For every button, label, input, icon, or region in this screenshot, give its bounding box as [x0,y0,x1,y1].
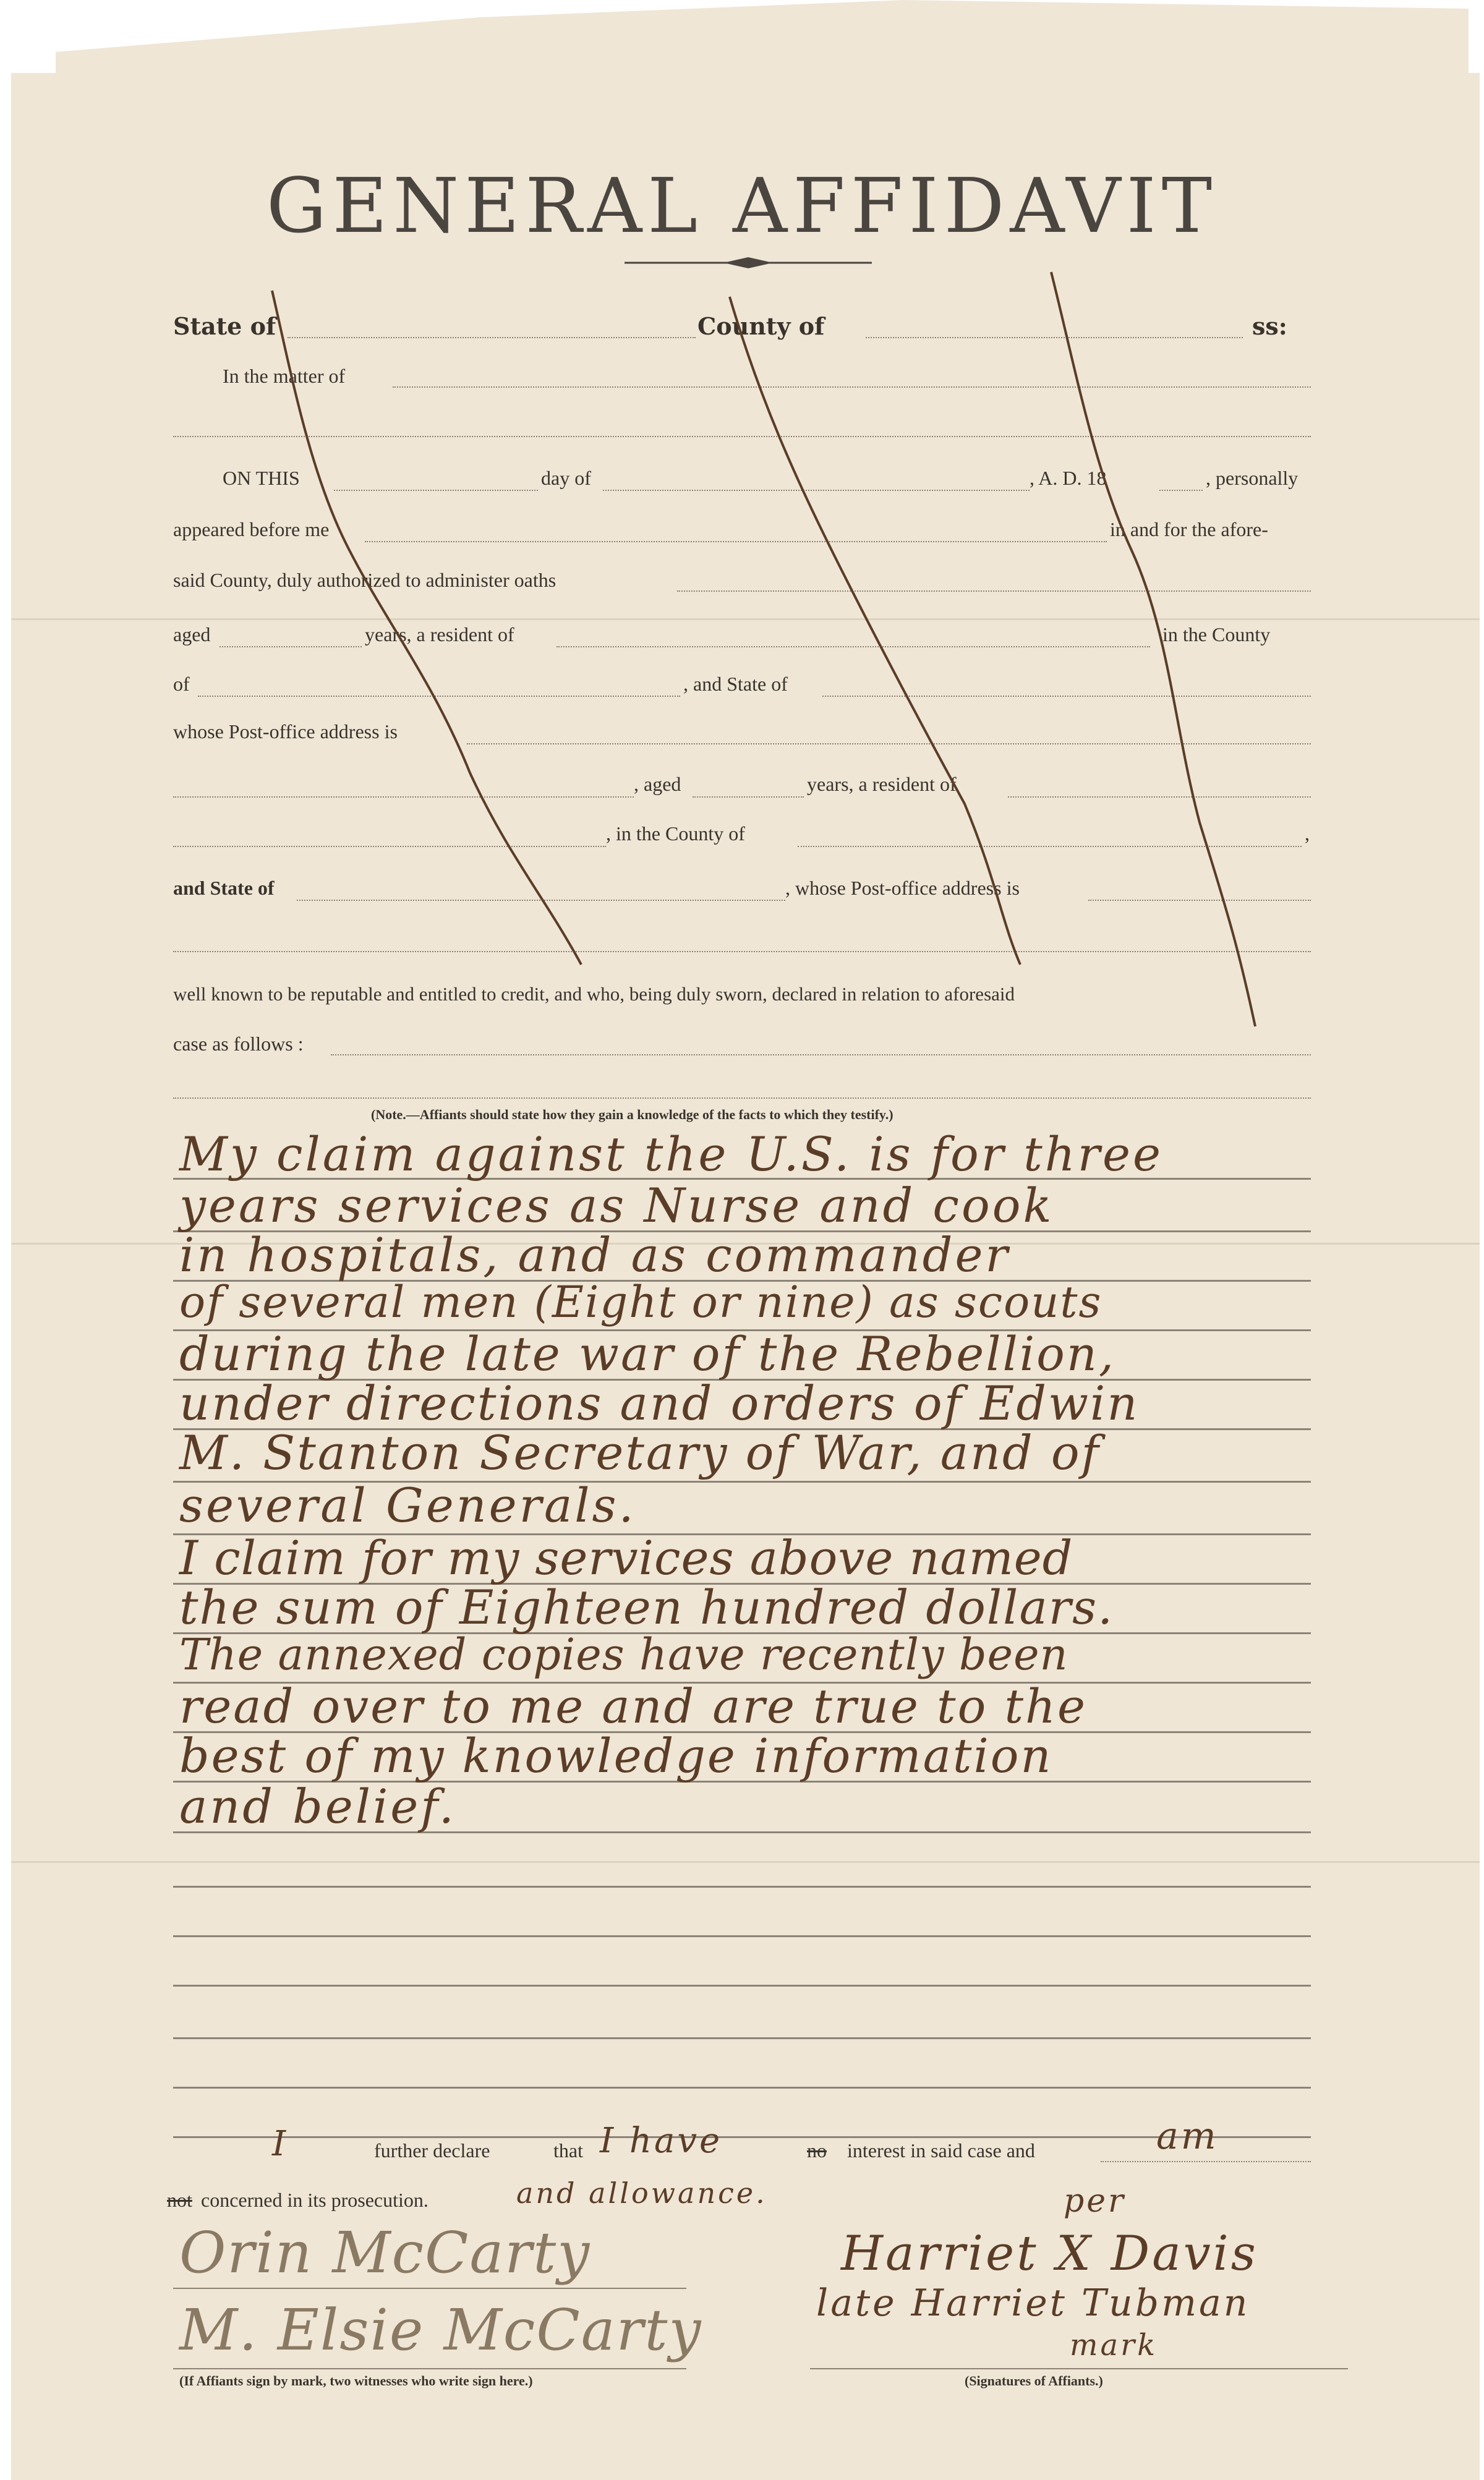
and-state-of-2-label: and State of [173,877,275,899]
affiant-late-name: late Harriet Tubman [816,2282,1250,2325]
and-allowance: and allowance. [516,2176,767,2210]
years-resident-label: years, a resident of [365,623,514,646]
declare-pronoun: I [272,2124,289,2164]
witness-1-signature: Orin McCarty [179,2220,591,2286]
affiant-signature: Harriet X Davis [841,2226,1258,2282]
note-text: (Note.—Affiants should state how they gain a knowledge of the facts to which they testify.) [371,1107,893,1122]
per-handwriting: per [1064,2183,1126,2220]
further-declare-label: further declare [374,2139,490,2162]
in-matter-of-label: In the matter of [223,365,346,387]
declare-am: am [1156,2115,1219,2158]
post-office-2-label: , whose Post-office address is [785,877,1020,899]
aged-2-label: , aged [634,773,681,795]
statement-line: The annexed copies have recently been [179,1629,1068,1680]
statement-line: and belief. [179,1779,456,1834]
statement-line: of several men (Eight or nine) as scouts [179,1277,1102,1327]
statement-line: the sum of Eighteen hundred dollars. [179,1580,1114,1635]
post-office-label: whose Post-office address is [173,720,398,743]
on-this-label: ON THIS [223,467,300,489]
of-label: of [173,673,190,695]
concerned-label: concerned in its prosecution. [201,2189,429,2211]
statement-line: several Generals. [179,1478,636,1533]
witness-note: (If Affiants sign by mark, two witnesses who write sign here.) [179,2373,533,2388]
witness-2-signature: M. Elsie McCarty [179,2297,702,2363]
in-county-2-label: , in the County of [606,822,745,845]
not-struck: not [167,2189,192,2211]
well-known-text: well known to be reputable and entitled to credit, and who, being duly sworn, declared in relation to aforesaid [173,983,1015,1005]
in-and-for-label: in and for the afore- [1110,518,1268,540]
form-title: GENERAL AFFIDAVIT [266,162,1218,250]
personally-label: , personally [1206,467,1298,489]
ss-label: ss: [1252,312,1287,340]
said-county-label: said County, duly authorized to administer oaths [173,569,556,591]
appeared-label: appeared before me [173,518,330,540]
statement-line: years services as Nurse and cook [179,1178,1054,1233]
statement-line: M. Stanton Secretary of War, and of [179,1425,1101,1480]
county-of-label: County of [697,312,825,340]
and-state-of-label: , and State of [683,673,788,695]
statement-line: best of my knowledge information [179,1728,1053,1783]
state-of-label: State of [173,312,276,340]
in-the-county-label: in the County [1162,623,1271,646]
ad-label: , A. D. 18 [1030,467,1107,489]
statement-line: My claim against the U.S. is for three [179,1127,1163,1182]
statement-line: under directions and orders of Edwin [179,1376,1140,1431]
interest-label: interest in said case and [847,2139,1035,2162]
day-of-label: day of [541,467,591,489]
years-resident-2-label: years, a resident of [807,773,957,795]
declare-have: I have [600,2121,723,2161]
statement-line: in hospitals, and as commander [179,1227,1010,1282]
that-label: that [553,2139,583,2162]
signature-note: (Signatures of Affiants.) [965,2373,1103,2388]
comma: , [1305,822,1310,845]
statement-line: during the late war of the Rebellion, [179,1326,1116,1381]
no-struck: no [807,2139,827,2162]
case-as-follows-label: case as follows : [173,1033,304,1055]
mark-handwriting: mark [1070,2328,1158,2363]
aged-label: aged [173,623,211,646]
statement-line: read over to me and are true to the [179,1679,1087,1734]
statement-line: I claim for my services above named [179,1530,1073,1585]
